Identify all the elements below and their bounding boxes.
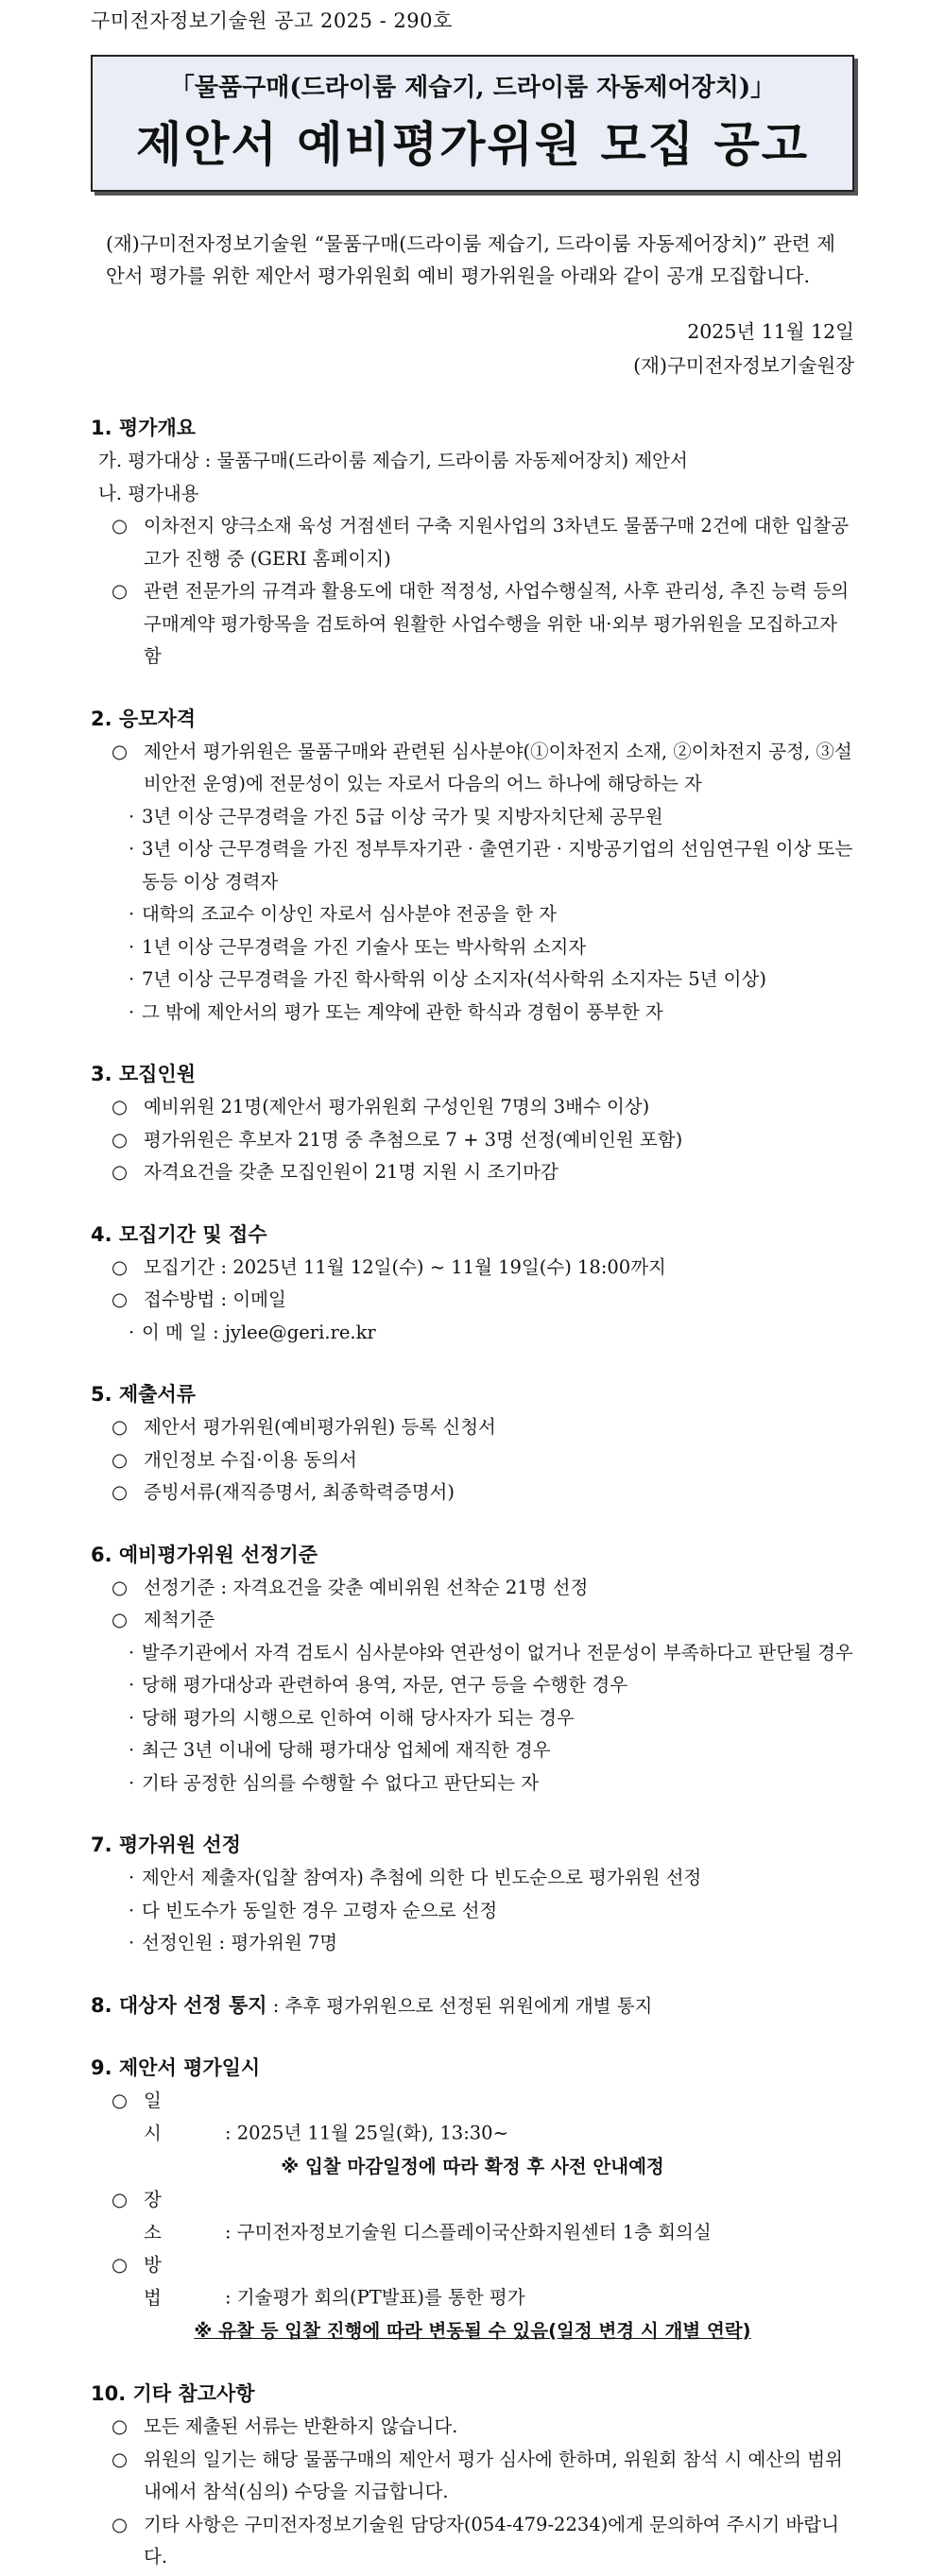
list-item: ○ 평가위원은 후보자 21명 중 추첨으로 7 + 3명 선정(예비인원 포함) xyxy=(112,1128,683,1151)
section-evaluation-overview xyxy=(91,411,854,674)
list-item: ○ 위원의 일기는 해당 물품구매의 제안서 평가 심사에 한하며, 위원회 참석 시 예산의 범위 내에서 참석(심의) 수당을 지급합니다. xyxy=(112,2448,843,2502)
section-selection-criteria xyxy=(91,1538,854,1800)
notice-number: 구미전자정보기술원 공고 2025 - 290호 xyxy=(91,9,453,32)
section-title: 9. 제안서 평가일시 xyxy=(91,2056,261,2079)
section-title: 5. 제출서류 xyxy=(91,1383,197,1406)
list-item: ○ 자격요건을 갖춘 모집인원이 21명 지원 시 조기마감 xyxy=(112,1161,558,1183)
list-item: ○ 모든 제출된 서류는 반환하지 않습니다. xyxy=(112,2415,458,2437)
section-title: 2. 응모자격 xyxy=(91,707,197,730)
notification-text: : 추후 평가위원으로 선정된 위원에게 개별 통지 xyxy=(266,1994,653,2017)
section-title: 8. 대상자 선정 통지 xyxy=(91,1993,267,2017)
list-item: ○ 접수방법 : 이메일 xyxy=(112,1288,286,1310)
schedule-method: ○ 방 법 : 기술평가 회의(PT발표)를 통한 평가 xyxy=(112,2254,525,2309)
list-item: ○ 선정기준 : 자격요건을 갖춘 예비위원 선착순 21명 선정 xyxy=(112,1576,589,1598)
list-item: · 최근 3년 이내에 당해 평가대상 업체에 재직한 경우 xyxy=(129,1739,551,1761)
list-item: ○ 예비위원 21명(제안서 평가위원회 구성인원 7명의 3배수 이상) xyxy=(112,1096,650,1117)
section-notification xyxy=(91,1988,854,2023)
list-item: ○ 기타 사항은 구미전자정보기술원 담당자(054-479-2234)에게 문의하여 주시기 바랍니다. xyxy=(112,2513,839,2567)
section-title: 1. 평가개요 xyxy=(91,417,197,439)
section-title: 10. 기타 참고사항 xyxy=(91,2382,255,2405)
schedule-note: ※ 입찰 마감일정에 따라 확정 후 사전 안내예정 xyxy=(281,2156,664,2177)
evaluation-content-label: 나. 평가내용 xyxy=(98,482,199,504)
section-documents xyxy=(91,1377,854,1510)
list-item: · 당해 평가대상과 관련하여 용역, 자문, 연구 등을 수행한 경우 xyxy=(129,1674,628,1696)
section-title: 4. 모집기간 및 접수 xyxy=(91,1222,267,1246)
issue-block xyxy=(91,315,854,383)
list-item: · 당해 평가의 시행으로 인하여 이해 당사자가 되는 경우 xyxy=(129,1706,575,1729)
list-item: ○ 제안서 평가위원(예비평가위원) 등록 신청서 xyxy=(112,1416,496,1438)
schedule-place: ○ 장 소 : 구미전자정보기술원 디스플레이국산화지원센터 1층 회의실 xyxy=(112,2189,712,2243)
list-item: ○ 관련 전문가의 규격과 활용도에 대한 적정성, 사업수행실적, 사후 관리성, 추진 능력 등의 구매계약 평가항목을 검토하여 원활한 사업수행을 위한 내·외부 평가위원을 모집하고자 함 xyxy=(112,580,850,667)
schedule-change-note: ※ 유찰 등 입찰 진행에 따라 변동될 수 있음(일정 변경 시 개별 연락) xyxy=(194,2320,751,2342)
list-item: ○ 이차전지 양극소재 육성 거점센터 구축 지원사업의 3차년도 물품구매 2건에 대한 입찰공고가 진행 중 (GERI 홈페이지) xyxy=(112,515,850,570)
list-item: ○ 모집기간 : 2025년 11월 12일(수) ~ 11월 19일(수) 18:00까지 xyxy=(112,1255,666,1278)
section-evaluation-schedule xyxy=(91,2051,854,2348)
list-item: · 제안서 제출자(입찰 참여자) 추첨에 의한 다 빈도순으로 평가위원 선정 xyxy=(129,1867,702,1888)
contact-email[interactable]: · 이 메 일 : jylee@geri.re.kr xyxy=(129,1321,376,1343)
section-title: 7. 평가위원 선정 xyxy=(91,1834,241,1856)
section-period-application xyxy=(91,1218,854,1350)
list-item: ○ 제안서 평가위원은 물품구매와 관련된 심사분야(①이차전지 소재, ②이차전지 공정, ③설비안전 운영)에 전문성이 있는 자로서 다음의 어느 하나에 해당하는 자 xyxy=(112,740,852,794)
evaluation-target: 가. 평가대상 : 물품구매(드라이룸 제습기, 드라이룸 자동제어장치) 제안서 xyxy=(98,450,688,471)
section-title: 3. 모집인원 xyxy=(91,1063,197,1085)
section-recruitment-count xyxy=(91,1057,854,1189)
section-evaluator-selection xyxy=(91,1828,854,1960)
list-item: ○ 증빙서류(재직증명서, 최종학력증명서) xyxy=(112,1481,455,1503)
page-title: 제안서 예비평가위원 모집 공고 xyxy=(135,117,810,172)
list-item: · 선정인원 : 평가위원 7명 xyxy=(129,1932,338,1953)
list-item: · 다 빈도수가 동일한 경우 고령자 순으로 선정 xyxy=(129,1899,498,1921)
section-other-notes xyxy=(91,2377,854,2574)
issue-date: 2025년 11월 12일 xyxy=(687,320,854,343)
issuer: (재)구미전자정보기술원장 xyxy=(633,354,854,377)
list-item: · 3년 이상 근무경력을 가진 정부투자기관 · 출연기관 · 지방공기업의 선임연구원 이상 또는 동등 이상 경력자 xyxy=(129,838,853,893)
list-item: · 발주기관에서 자격 검토시 심사분야와 연관성이 없거나 전문성이 부족하다고 판단될 경우 xyxy=(129,1641,853,1663)
intro-paragraph: (재)구미전자정보기술원 “물품구매(드라이룸 제습기, 드라이룸 자동제어장치)” 관련 제안서 평가를 위한 제안서 평가위원회 예비 평가위원을 아래와 같이 공개 모집합니다. xyxy=(106,232,835,287)
schedule-date: ○ 일 시 : 2025년 11월 25일(화), 13:30~ xyxy=(112,2090,508,2144)
list-item: · 7년 이상 근무경력을 가진 학사학위 이상 소지자(석사학위 소지자는 5년 이상) xyxy=(129,968,766,990)
list-item: · 1년 이상 근무경력을 가진 기술사 또는 박사학위 소지자 xyxy=(129,935,587,958)
section-eligibility xyxy=(91,702,854,1030)
list-item: · 기타 공정한 심의를 수행할 수 없다고 판단되는 자 xyxy=(129,1771,540,1794)
list-item: · 대학의 조교수 이상인 자로서 심사분야 전공을 한 자 xyxy=(129,903,557,925)
list-item: ○ 제척기준 xyxy=(112,1609,215,1630)
list-item: ○ 개인정보 수집·이용 동의서 xyxy=(112,1448,357,1471)
title-box xyxy=(91,55,854,192)
section-title: 6. 예비평가위원 선정기준 xyxy=(91,1543,318,1566)
list-item: · 3년 이상 근무경력을 가진 5급 이상 국가 및 지방자치단체 공무원 xyxy=(129,805,663,827)
title-subtitle: 「물품구매(드라이룸 제습기, 드라이룸 자동제어장치)」 xyxy=(169,74,776,102)
list-item: · 그 밖에 제안서의 평가 또는 계약에 관한 학식과 경험이 풍부한 자 xyxy=(129,1000,663,1023)
